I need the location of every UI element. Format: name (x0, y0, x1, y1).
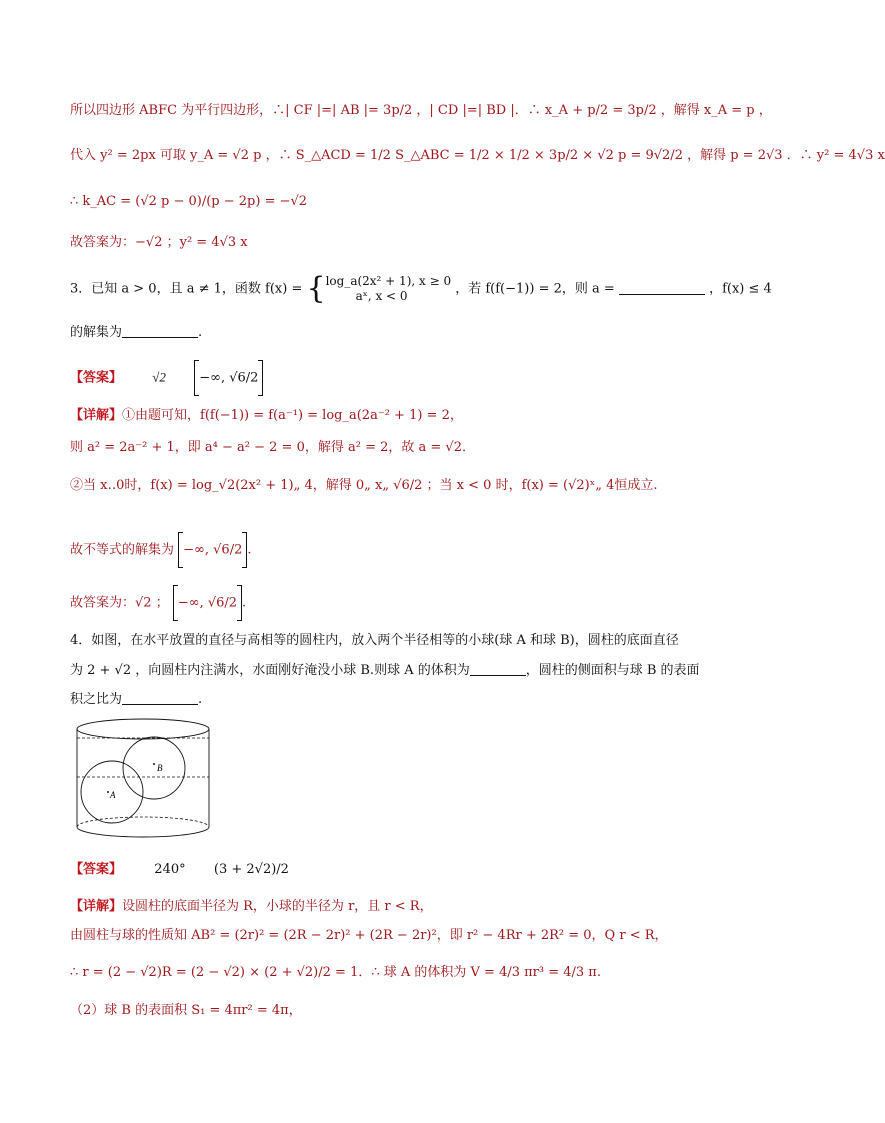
solution-line-1 (70, 101, 772, 121)
question-3-line-2: 的解集为 . (70, 325, 203, 340)
detail-tag: 【详解】 (70, 408, 123, 423)
answer-value-1: √2 (152, 369, 166, 385)
answer-value-2: −∞, √6/2 (199, 370, 259, 386)
solution-line-3 (70, 192, 307, 212)
answer-value-2: (3 + 2√2)/2 (213, 862, 289, 877)
answer-tag: 【答案】 (70, 862, 123, 877)
sphere-a-center (107, 791, 109, 793)
detail-text: ②当 x‥0时，f(x) = log_√2(2x² + 1)„ 4，解得 0„ x„ √6/2 ；当 x < 0 时，f(x) = (√2)ˣ„ 4恒成立. (70, 478, 658, 493)
answer-blank-1[interactable] (619, 294, 705, 295)
cylinder-figure (70, 712, 216, 842)
question-3-condition: ，若 f(f(−1)) = 2，则 a = (455, 281, 615, 297)
question-4-stem: 积之比为 (70, 692, 123, 707)
line-text: 所以四边形 ABFC 为平行四边形，∴| CF |=| AB |= 3p/2 ，| CD |=| BD |．∴ x_A + p/2 = 3p/2 ，解得 x_A = p ， (70, 103, 772, 118)
cylinder-top-ellipse (77, 719, 209, 739)
question-4-line-3: 积之比为 . (70, 692, 203, 707)
answer-summary-1 (70, 233, 248, 253)
right-bracket (258, 360, 263, 396)
line-text: ∴ k_AC = (√2 p − 0)/(p − 2p) = −√2 (70, 194, 308, 209)
detail-text: ∴ r = (2 − √2)R = (2 − √2) × (2 + √2)/2 = 1．∴ 球 A 的体积为 V = 4/3 πr³ = 4/3 π. (70, 965, 601, 980)
detail-text: 故不等式的解集为 (70, 542, 175, 558)
question-4-stem: 为 2 + √2 ，向圆柱内注满水，水面刚好淹没小球 B.则球 A 的体积为 (70, 663, 470, 678)
detail-tag: 【详解】 (70, 899, 123, 914)
question-3-stem: 3．已知 a > 0，且 a ≠ 1，函数 f(x) = (70, 281, 303, 297)
line-text: 代入 y² = 2px 可取 y_A = √2 p ，∴ S_△ACD = 1/2 S_△ABC = 1/2 × 1/2 × 3p/2 × √2 p = 9√2/2 ，解得 p = 2√3 ．∴ y² = 4√3 x (70, 148, 885, 163)
piecewise-function (326, 274, 452, 304)
detail-4-line-1 (70, 897, 433, 917)
answer-value: −√2 ；y² = 4√3 x (135, 235, 248, 250)
question-3-ineq: ，f(x) ≤ 4 (709, 281, 772, 297)
question-3-solution-set: 的解集为 (70, 325, 123, 340)
label-a: A (110, 790, 116, 800)
detail-text: ①由题可知，f(f(−1)) = f(a⁻¹) = log_a(2a⁻² + 1) = 2， (122, 408, 463, 423)
detail-3-line-3 (70, 476, 658, 496)
question-4-line-1 (70, 631, 679, 651)
detail-4-line-3 (70, 963, 601, 983)
answer-blank-4[interactable] (122, 704, 198, 705)
left-brace: { (306, 271, 326, 306)
detail-3-line-5: 故答案为：√2 ； −∞, √6/2 . (70, 585, 246, 621)
piece-2: aˣ, x < 0 (355, 289, 408, 303)
detail-3-line-1 (70, 406, 463, 426)
detail-text: （2）球 B 的表面积 S₁ = 4πr² = 4π， (70, 1003, 302, 1018)
right-bracket (242, 532, 247, 568)
answer-value-1: 240° (154, 862, 186, 877)
detail-text: 设圆柱的底面半径为 R，小球的半径为 r，且 r < R， (122, 899, 433, 914)
detail-3-line-4: 故不等式的解集为 −∞, √6/2 . (70, 532, 252, 568)
question-3-line-1 (70, 271, 772, 306)
detail-text: 故答案为： (70, 595, 136, 611)
solution-line-2 (70, 146, 885, 166)
solution-interval: −∞, √6/2 (183, 542, 243, 558)
detail-4-line-2 (70, 926, 668, 946)
detail-text: 则 a² = 2a⁻² + 1，即 a⁴ − a² − 2 = 0，解得 a² = 2，故 a = √2． (70, 440, 475, 455)
answer-blank-3[interactable] (470, 675, 526, 676)
label-b: B (157, 763, 163, 773)
answer-3 (70, 360, 263, 396)
cylinder-bottom-back (77, 817, 209, 827)
answer-blank-2[interactable] (122, 337, 198, 338)
question-4-line-2 (70, 661, 700, 681)
answer-tag: 【答案】 (70, 370, 123, 386)
cylinder-bottom-front (77, 827, 209, 837)
detail-4-line-4 (70, 1001, 302, 1021)
answer-value-1: √2 ； (135, 595, 169, 611)
sphere-b-center (153, 763, 155, 765)
detail-3-line-2 (70, 438, 475, 458)
question-4-stem: 4．如图，在水平放置的直径与高相等的圆柱内，放入两个半径相等的小球(球 A 和球 B)，圆柱的底面直径 (70, 633, 679, 648)
answer-4 (70, 860, 289, 880)
detail-text: 由圆柱与球的性质知 AB² = (2r)² = (2R − 2r)² + (2R − 2r)²，即 r² − 4Rr + 2R² = 0，Q r < R， (70, 928, 668, 943)
answer-prefix: 故答案为： (70, 235, 136, 250)
piece-1: log_a(2x² + 1), x ≥ 0 (325, 274, 452, 288)
right-bracket (237, 585, 242, 621)
answer-value-2: −∞, √6/2 (177, 595, 238, 611)
question-4-stem: ，圆柱的侧面积与球 B 的表面 (525, 663, 700, 678)
